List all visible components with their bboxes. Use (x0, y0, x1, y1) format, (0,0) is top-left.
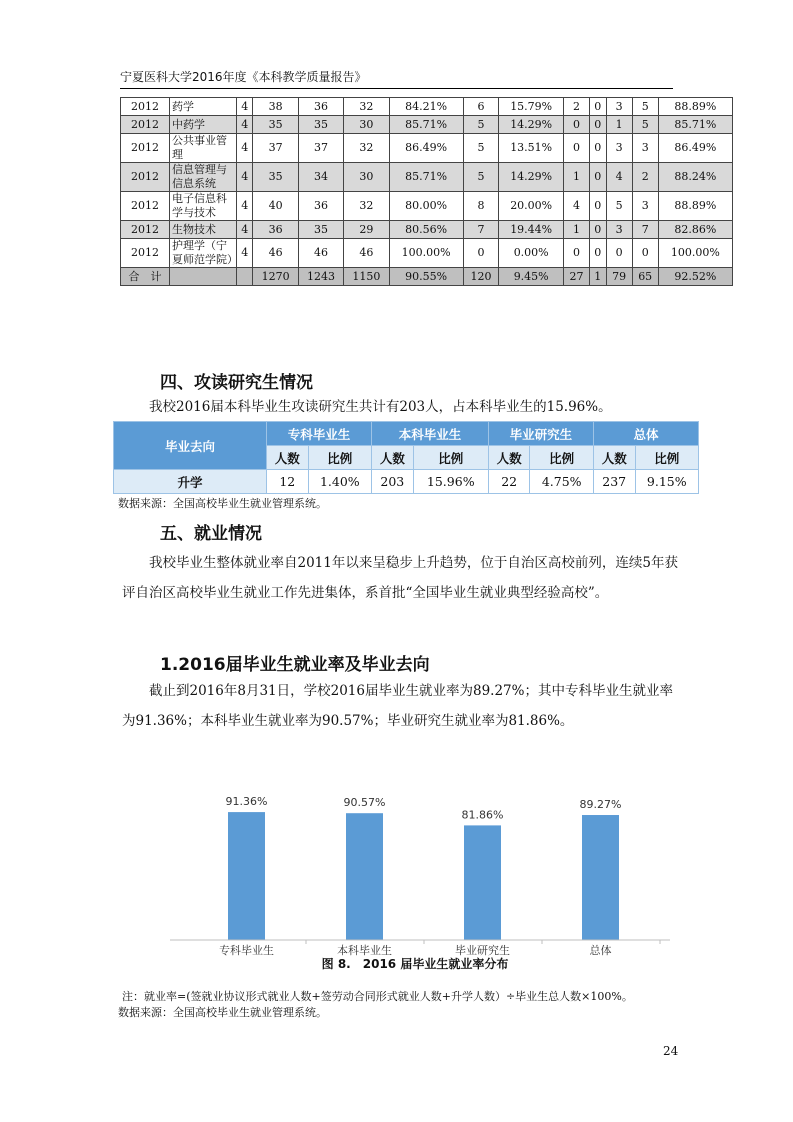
cell-year: 2012 (121, 192, 170, 221)
cell: 4.75% (530, 470, 593, 494)
cell: 2 (563, 98, 589, 116)
cell: 0 (590, 239, 606, 268)
cell: 5 (463, 163, 499, 192)
cell: 0 (563, 134, 589, 163)
cell: 85.71% (658, 116, 732, 134)
cell: 35 (253, 116, 298, 134)
cell: 7 (463, 221, 499, 239)
further-study-table (113, 421, 699, 494)
cell: 0 (606, 239, 632, 268)
cell: 14.29% (499, 116, 564, 134)
cell: 5 (606, 192, 632, 221)
cell: 1270 (253, 268, 298, 286)
cell: 1 (590, 268, 606, 286)
cell: 203 (372, 470, 414, 494)
cell: 30 (344, 163, 389, 192)
group-header: 毕业研究生 (488, 422, 593, 446)
cell: 36 (298, 98, 343, 116)
cell: 120 (463, 268, 499, 286)
cell-major: 电子信息科学与技术 (170, 192, 237, 221)
cell-major: 中药学 (170, 116, 237, 134)
cell: 237 (593, 470, 635, 494)
cell: 0 (563, 239, 589, 268)
cell: 46 (253, 239, 298, 268)
cell-year: 2012 (121, 98, 170, 116)
cell: 65 (632, 268, 658, 286)
cell: 1 (606, 116, 632, 134)
cell: 4 (237, 221, 253, 239)
cell: 4 (237, 192, 253, 221)
bar (464, 825, 501, 940)
data-source-1: 数据来源：全国高校毕业生就业管理系统。 (118, 497, 327, 510)
section-5-1-title: 1.2016届毕业生就业率及毕业去向 (160, 655, 430, 675)
cell: 36 (253, 221, 298, 239)
cell: 9.45% (499, 268, 564, 286)
cell: 6 (463, 98, 499, 116)
cell-major: 公共事业管理 (170, 134, 237, 163)
table-row (121, 192, 733, 221)
bar (228, 812, 265, 940)
cell: 88.24% (658, 163, 732, 192)
section-4-paragraph: 我校2016届本科毕业生攻读研究生共计有203人，占本科毕业生的15.96%。 (149, 399, 612, 415)
formula-note: 注：就业率=(签就业协议形式就业人数+签劳动合同形式就业人数+升学人数）÷毕业生总人数×100%。 (122, 990, 633, 1003)
cell-major: 生物技术 (170, 221, 237, 239)
sub-header: 比例 (530, 446, 593, 470)
cell: 46 (344, 239, 389, 268)
cell: 79 (606, 268, 632, 286)
cell: 3 (632, 192, 658, 221)
cell-year: 2012 (121, 116, 170, 134)
data-source-2: 数据来源：全国高校毕业生就业管理系统。 (118, 1006, 327, 1019)
section-5-paragraph: 我校毕业生整体就业率自2011年以来呈稳步上升趋势，位于自治区高校前列，连续5年获评自治区高校毕业生就业工作先进集体，系首批“全国毕业生就业典型经验高校”。 (122, 555, 678, 601)
sub-header: 人数 (267, 446, 309, 470)
cell: 4 (237, 116, 253, 134)
sub-header: 比例 (635, 446, 699, 470)
cell: 82.86% (658, 221, 732, 239)
cell: 0 (590, 116, 606, 134)
cell: 4 (563, 192, 589, 221)
cell: 40 (253, 192, 298, 221)
cell: 1 (563, 163, 589, 192)
cell: 30 (344, 116, 389, 134)
data-label: 81.86% (461, 808, 504, 822)
table-row (121, 239, 733, 268)
group-header: 本科毕业生 (372, 422, 489, 446)
cell: 7 (632, 221, 658, 239)
cell: 84.21% (389, 98, 463, 116)
cell: 3 (606, 98, 632, 116)
blank-cell (237, 268, 253, 286)
chart-title: 图 8. 2016 届毕业生就业率分布 (321, 957, 509, 971)
cell: 4 (237, 98, 253, 116)
cell: 4 (237, 239, 253, 268)
cell: 3 (606, 221, 632, 239)
group-header: 专科毕业生 (267, 422, 372, 446)
cell: 37 (253, 134, 298, 163)
cell: 15.79% (499, 98, 564, 116)
cell: 22 (488, 470, 530, 494)
cell-major: 药学 (170, 98, 237, 116)
cell: 90.55% (389, 268, 463, 286)
cell: 4 (237, 134, 253, 163)
section-5-1-paragraph: 截止到2016年8月31日，学校2016届毕业生就业率为89.27%；其中专科毕业生就业率为91.36%；本科毕业生就业率为90.57%；毕业研究生就业率为81.86%。 (122, 683, 673, 729)
blank-cell (170, 268, 237, 286)
data-label: 91.36% (225, 795, 268, 809)
total-label: 合 计 (121, 268, 170, 286)
section-4-title: 四、攻读研究生情况 (160, 373, 313, 393)
page-header: 宁夏医科大学2016年度《本科教学质量报告》 (120, 68, 673, 89)
cell-year: 2012 (121, 163, 170, 192)
cell: 2 (632, 163, 658, 192)
cell: 38 (253, 98, 298, 116)
cell: 1150 (344, 268, 389, 286)
sub-header: 人数 (488, 446, 530, 470)
cell: 1243 (298, 268, 343, 286)
cell: 14.29% (499, 163, 564, 192)
sub-header: 人数 (372, 446, 414, 470)
cell: 0 (590, 192, 606, 221)
cell: 100.00% (658, 239, 732, 268)
cell: 27 (563, 268, 589, 286)
cell: 15.96% (413, 470, 488, 494)
cell: 85.71% (389, 116, 463, 134)
cell: 5 (632, 116, 658, 134)
cell: 0 (590, 134, 606, 163)
cell: 0 (563, 116, 589, 134)
cell: 0 (590, 221, 606, 239)
table-row (121, 134, 733, 163)
col-destination: 毕业去向 (114, 422, 267, 470)
cell-year: 2012 (121, 239, 170, 268)
cell: 0 (463, 239, 499, 268)
row-label: 升学 (114, 470, 267, 494)
cell: 88.89% (658, 192, 732, 221)
cell: 46 (298, 239, 343, 268)
cell: 5 (632, 98, 658, 116)
employment-rate-chart (170, 772, 690, 987)
cell: 3 (606, 134, 632, 163)
cell-year: 2012 (121, 221, 170, 239)
cell: 4 (237, 163, 253, 192)
table-row (121, 116, 733, 134)
category-label: 本科毕业生 (337, 944, 392, 957)
cell-year: 2012 (121, 134, 170, 163)
cell: 88.89% (658, 98, 732, 116)
cell: 0 (590, 163, 606, 192)
sub-header: 人数 (593, 446, 635, 470)
cell: 86.49% (658, 134, 732, 163)
cell: 4 (606, 163, 632, 192)
cell: 0 (632, 239, 658, 268)
cell: 5 (463, 134, 499, 163)
cell: 1.40% (308, 470, 371, 494)
table-row (121, 98, 733, 116)
data-label: 90.57% (343, 796, 386, 810)
cell: 12 (267, 470, 309, 494)
cell: 86.49% (389, 134, 463, 163)
cell: 36 (298, 192, 343, 221)
cell: 35 (298, 221, 343, 239)
category-label: 专科毕业生 (219, 944, 274, 957)
major-employment-table (120, 97, 733, 286)
section-5-title: 五、就业情况 (160, 524, 262, 544)
cell: 80.56% (389, 221, 463, 239)
cell: 1 (563, 221, 589, 239)
cell: 0 (590, 98, 606, 116)
data-label: 89.27% (579, 798, 622, 812)
cell-major: 护理学（宁夏师范学院） (170, 239, 237, 268)
cell: 19.44% (499, 221, 564, 239)
cell: 3 (632, 134, 658, 163)
cell: 32 (344, 134, 389, 163)
total-row (121, 268, 733, 286)
cell: 80.00% (389, 192, 463, 221)
cell: 0.00% (499, 239, 564, 268)
cell: 32 (344, 192, 389, 221)
bar (346, 813, 383, 940)
bar (582, 815, 619, 940)
cell: 13.51% (499, 134, 564, 163)
table-row (121, 221, 733, 239)
group-header: 总体 (593, 422, 698, 446)
cell: 5 (463, 116, 499, 134)
cell: 35 (298, 116, 343, 134)
cell: 20.00% (499, 192, 564, 221)
cell: 32 (344, 98, 389, 116)
sub-header: 比例 (413, 446, 488, 470)
cell: 35 (253, 163, 298, 192)
sub-header: 比例 (308, 446, 371, 470)
cell: 100.00% (389, 239, 463, 268)
category-label: 总体 (589, 944, 612, 957)
category-label: 毕业研究生 (455, 944, 510, 957)
cell-major: 信息管理与信息系统 (170, 163, 237, 192)
cell: 34 (298, 163, 343, 192)
cell: 29 (344, 221, 389, 239)
page-number: 24 (663, 1044, 679, 1058)
cell: 8 (463, 192, 499, 221)
cell: 92.52% (658, 268, 732, 286)
table-row (121, 163, 733, 192)
cell: 37 (298, 134, 343, 163)
cell: 9.15% (635, 470, 699, 494)
cell: 85.71% (389, 163, 463, 192)
